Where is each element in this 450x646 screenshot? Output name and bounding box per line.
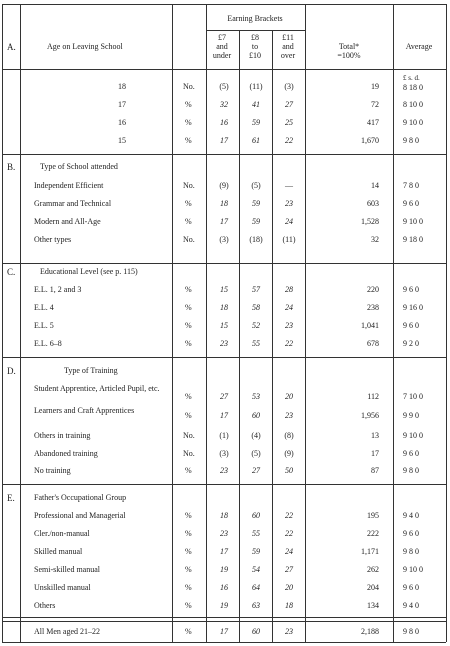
row-bracket-c: 22 <box>285 511 293 520</box>
row-bracket-a: 17 <box>220 136 228 145</box>
section-a-letter: A. <box>7 42 16 52</box>
row-average: 9 6 0 <box>403 199 419 208</box>
row-total: 19 <box>371 82 379 91</box>
bracket-c-rule <box>305 4 306 642</box>
row-average: 9 10 0 <box>403 217 423 226</box>
row-average: 7 8 0 <box>403 181 419 190</box>
footer-average: 9 8 0 <box>403 627 419 636</box>
row-bracket-b: 59 <box>252 199 260 208</box>
row-label: Student Apprentice, Articled Pupil, etc. <box>34 384 160 393</box>
row-bracket-b: 61 <box>252 136 260 145</box>
row-bracket-a: 23 <box>220 339 228 348</box>
row-unit: % <box>185 601 192 610</box>
row-label: Modern and All-Age <box>34 217 101 226</box>
row-total: 17 <box>371 449 379 458</box>
row-bracket-a: 32 <box>220 100 228 109</box>
row-bracket-a: 18 <box>220 303 228 312</box>
row-bracket-c: 22 <box>285 529 293 538</box>
row-bracket-c: 22 <box>285 339 293 348</box>
section-d-title: Type of Training <box>64 366 118 375</box>
footer-total: 2,188 <box>361 627 379 636</box>
total-column-rule <box>393 4 394 642</box>
row-total: 222 <box>367 529 379 538</box>
section-rule-b <box>2 154 446 155</box>
row-bracket-b: 54 <box>252 565 260 574</box>
footer-unit: % <box>185 627 192 636</box>
row-average: 9 16 0 <box>403 303 423 312</box>
footer-bracket-c: 23 <box>285 627 293 636</box>
row-total: 32 <box>371 235 379 244</box>
row-total: 417 <box>367 118 379 127</box>
bracket-a-header-line2: and <box>216 42 228 51</box>
row-bracket-c: 18 <box>285 601 293 610</box>
row-bracket-a: (5) <box>219 82 229 91</box>
bracket-b-header-line1: £8 <box>251 33 259 42</box>
row-unit: % <box>185 392 192 401</box>
row-total: 678 <box>367 339 379 348</box>
row-bracket-b: 59 <box>252 118 260 127</box>
row-average: 8 18 0 <box>403 83 423 92</box>
row-unit: % <box>185 100 192 109</box>
footer-rule-top-double <box>2 621 446 622</box>
row-bracket-a: 19 <box>220 601 228 610</box>
row-bracket-a: 16 <box>220 118 228 127</box>
row-total: 220 <box>367 285 379 294</box>
row-bracket-b: (4) <box>251 431 261 440</box>
bracket-a-header-line1: £7 <box>218 33 226 42</box>
row-bracket-b: 63 <box>252 601 260 610</box>
row-bracket-b: (18) <box>249 235 263 244</box>
row-bracket-a: (1) <box>219 431 229 440</box>
row-bracket-a: 17 <box>220 411 228 420</box>
footer-label: All Men aged 21–22 <box>34 627 100 636</box>
row-bracket-c: (8) <box>284 431 294 440</box>
row-average: 9 6 0 <box>403 529 419 538</box>
row-bracket-b: 55 <box>252 339 260 348</box>
row-bracket-a: (3) <box>219 235 229 244</box>
row-total: 1,956 <box>361 411 379 420</box>
row-unit: % <box>185 529 192 538</box>
row-unit: % <box>185 411 192 420</box>
table-border-left <box>2 4 3 642</box>
row-unit: No. <box>183 82 195 91</box>
row-label: Abandoned training <box>34 449 98 458</box>
row-label: 16 <box>118 118 126 127</box>
row-unit: % <box>185 303 192 312</box>
row-unit: % <box>185 199 192 208</box>
row-total: 195 <box>367 511 379 520</box>
row-average: 9 4 0 <box>403 511 419 520</box>
row-bracket-c: 20 <box>285 392 293 401</box>
row-average: 9 6 0 <box>403 321 419 330</box>
row-bracket-c: 24 <box>285 217 293 226</box>
row-label: Cler./non-manual <box>34 529 90 538</box>
row-bracket-b: (5) <box>251 449 261 458</box>
row-unit: No. <box>183 431 195 440</box>
row-bracket-c: 24 <box>285 303 293 312</box>
currency-units: £ s. d. <box>403 74 420 82</box>
unit-column-rule <box>206 4 207 642</box>
row-average: 7 10 0 <box>403 392 423 401</box>
footer-bracket-b: 60 <box>252 627 260 636</box>
section-e-letter: E. <box>7 493 15 503</box>
bracket-b-rule <box>272 30 273 642</box>
row-average: 9 18 0 <box>403 235 423 244</box>
section-rule-e <box>2 484 446 485</box>
row-bracket-c: 23 <box>285 199 293 208</box>
header-rule <box>2 69 446 70</box>
bracket-c-header-line3: over <box>280 51 296 60</box>
row-unit: % <box>185 339 192 348</box>
label-column-rule <box>172 4 173 642</box>
row-average: 9 10 0 <box>403 431 423 440</box>
row-bracket-b: 52 <box>252 321 260 330</box>
row-unit: % <box>185 118 192 127</box>
row-bracket-c: 20 <box>285 583 293 592</box>
row-total: 13 <box>371 431 379 440</box>
total-header-line1: Total* <box>338 42 360 51</box>
row-total: 87 <box>371 466 379 475</box>
section-b-title: Type of School attended <box>40 162 118 171</box>
section-b-letter: B. <box>7 162 16 172</box>
earning-brackets-heading: Earning Brackets <box>227 14 283 23</box>
row-unit: % <box>185 583 192 592</box>
row-unit: % <box>185 511 192 520</box>
row-label: Others <box>34 601 56 610</box>
row-bracket-a: (3) <box>219 449 229 458</box>
row-label: Grammar and Technical <box>34 199 112 208</box>
row-total: 14 <box>371 181 379 190</box>
row-bracket-a: 17 <box>220 217 228 226</box>
row-bracket-c: (11) <box>282 235 296 244</box>
row-average: 9 2 0 <box>403 339 419 348</box>
row-label: E.L. 4 <box>34 303 54 312</box>
section-c-letter: C. <box>7 267 16 277</box>
row-average: 9 10 0 <box>403 118 423 127</box>
row-bracket-a: 18 <box>220 511 228 520</box>
row-bracket-a: 15 <box>220 285 228 294</box>
row-average: 9 9 0 <box>403 411 419 420</box>
row-bracket-b: 55 <box>252 529 260 538</box>
bracket-c-header-line1: £11 <box>282 33 294 42</box>
section-c-title: Educational Level (see p. 115) <box>40 267 138 276</box>
row-average: 9 6 0 <box>403 285 419 294</box>
row-label: E.L. 1, 2 and 3 <box>34 285 82 294</box>
row-total: 603 <box>367 199 379 208</box>
row-label: E.L. 5 <box>34 321 54 330</box>
row-bracket-c: (3) <box>284 82 294 91</box>
row-average: 9 8 0 <box>403 136 419 145</box>
row-unit: % <box>185 565 192 574</box>
row-bracket-c: 23 <box>285 321 293 330</box>
bracket-b-header-line2: to <box>251 42 259 51</box>
row-bracket-a: 15 <box>220 321 228 330</box>
row-bracket-a: 18 <box>220 199 228 208</box>
row-average: 9 8 0 <box>403 547 419 556</box>
row-total: 1,171 <box>361 547 379 556</box>
row-total: 1,528 <box>361 217 379 226</box>
row-label: Unskilled manual <box>34 583 91 592</box>
row-label: Learners and Craft Apprentices <box>34 406 135 415</box>
row-unit: % <box>185 321 192 330</box>
row-bracket-b: 60 <box>252 511 260 520</box>
row-total: 134 <box>367 601 379 610</box>
section-e-title: Father's Occupational Group <box>34 493 127 502</box>
row-bracket-a: 23 <box>220 529 228 538</box>
row-total: 238 <box>367 303 379 312</box>
row-unit: % <box>185 285 192 294</box>
row-bracket-c: 28 <box>285 285 293 294</box>
bracket-b-header-line3: £10 <box>249 51 261 60</box>
row-total: 262 <box>367 565 379 574</box>
row-label: 17 <box>118 100 126 109</box>
row-bracket-a: 27 <box>220 392 228 401</box>
footer-bracket-a: 17 <box>220 627 228 636</box>
table-border-bottom <box>2 642 446 643</box>
row-bracket-c: 25 <box>285 118 293 127</box>
row-bracket-b: 60 <box>252 411 260 420</box>
row-label: Semi-skilled manual <box>34 565 100 574</box>
average-header: Average <box>405 42 433 51</box>
row-total: 1,670 <box>361 136 379 145</box>
row-unit: % <box>185 466 192 475</box>
row-bracket-a: (9) <box>219 181 229 190</box>
row-bracket-b: 53 <box>252 392 260 401</box>
row-unit: % <box>185 547 192 556</box>
row-label: Others in training <box>34 431 91 440</box>
row-total: 204 <box>367 583 379 592</box>
row-bracket-b: (5) <box>251 181 261 190</box>
row-label: Independent Efficient <box>34 181 104 190</box>
row-total: 112 <box>367 392 379 401</box>
row-bracket-c: 27 <box>285 100 293 109</box>
row-bracket-a: 16 <box>220 583 228 592</box>
row-total: 72 <box>371 100 379 109</box>
section-a-title: Age on Leaving School <box>47 42 123 51</box>
bracket-c-header-line2: and <box>282 42 294 51</box>
bracket-a-rule <box>239 30 240 642</box>
row-bracket-c: 27 <box>285 565 293 574</box>
letter-column-rule <box>20 4 21 642</box>
row-bracket-b: 57 <box>252 285 260 294</box>
section-rule-d <box>2 357 446 358</box>
total-header-line2: =100% <box>337 51 361 60</box>
row-total: 1,041 <box>361 321 379 330</box>
row-bracket-c: 50 <box>285 466 293 475</box>
row-average: 9 10 0 <box>403 565 423 574</box>
row-average: 9 4 0 <box>403 601 419 610</box>
row-bracket-b: 58 <box>252 303 260 312</box>
row-bracket-b: 59 <box>252 547 260 556</box>
row-average: 9 6 0 <box>403 449 419 458</box>
row-label: 15 <box>118 136 126 145</box>
table-border-right <box>446 4 447 642</box>
row-label: Professional and Managerial <box>34 511 126 520</box>
row-unit: % <box>185 136 192 145</box>
row-bracket-c: (9) <box>284 449 294 458</box>
row-bracket-c: — <box>285 181 293 190</box>
row-label: Skilled manual <box>34 547 83 556</box>
row-bracket-a: 17 <box>220 547 228 556</box>
row-average: 9 8 0 <box>403 466 419 475</box>
table-border-top <box>2 4 446 5</box>
section-rule-c <box>2 263 446 264</box>
row-bracket-b: 64 <box>252 583 260 592</box>
row-bracket-c: 23 <box>285 411 293 420</box>
row-average: 8 10 0 <box>403 100 423 109</box>
bracket-header-rule <box>206 30 305 31</box>
row-label: No training <box>34 466 71 475</box>
footer-rule-top <box>2 617 446 618</box>
row-bracket-c: 22 <box>285 136 293 145</box>
row-bracket-c: 24 <box>285 547 293 556</box>
section-d-letter: D. <box>7 366 16 376</box>
row-bracket-b: 59 <box>252 217 260 226</box>
row-bracket-a: 19 <box>220 565 228 574</box>
row-bracket-b: 27 <box>252 466 260 475</box>
row-unit: No. <box>183 235 195 244</box>
row-unit: % <box>185 217 192 226</box>
row-bracket-b: (11) <box>249 82 263 91</box>
row-label: 18 <box>118 82 126 91</box>
row-bracket-b: 41 <box>252 100 260 109</box>
row-average: 9 6 0 <box>403 583 419 592</box>
row-unit: No. <box>183 449 195 458</box>
bracket-a-header-line3: under <box>212 51 232 60</box>
row-unit: No. <box>183 181 195 190</box>
row-label: E.L. 6–8 <box>34 339 62 348</box>
row-label: Other types <box>34 235 72 244</box>
row-bracket-a: 23 <box>220 466 228 475</box>
